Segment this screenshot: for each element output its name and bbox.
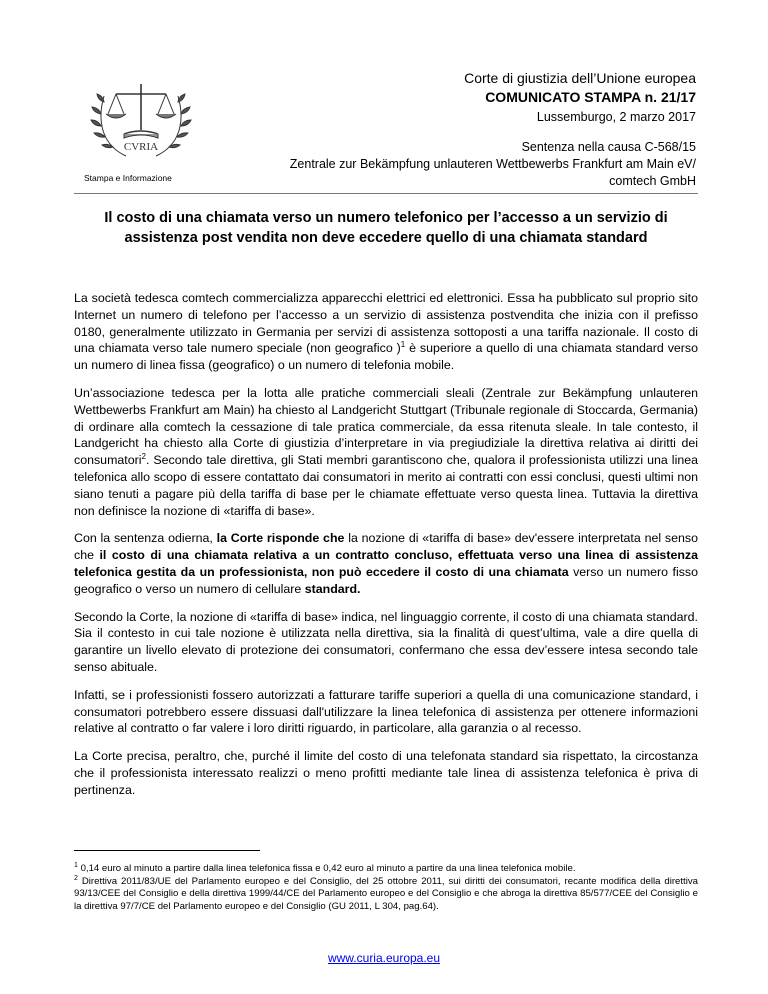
logo-text: CVRIA [123,141,159,153]
header-divider [74,193,698,194]
case-parties-line1: Zentrale zur Bekämpfung unlauteren Wettbewerbs Frankfurt am Main eV/ [289,157,696,171]
footnote-number: 2 [74,874,78,882]
paragraph-text: è superiore a quello di una chiamata standard verso un numero di linea fissa (geografico) o un numero di telefonia mobile. [74,341,698,373]
bold-text: il costo di una chiamata relativa a un contratto concluso, effettuata verso una linea di assistenza telefonica gestita da un professionista, non può eccedere il costo di una chiamata [74,548,698,579]
curia-logo [86,74,196,166]
footnote-text: 0,14 euro al minuto a partire dalla linea telefonica fissa e 0,42 euro al minuto a partire da una linea telefonica mobile. [77,863,576,874]
paragraph-text: la nozione di «tariffa di base» dev'essere interpretata nel senso che [74,531,698,563]
paragraph-text: La società tedesca comtech commercializza apparecchi elettrici ed elettronici. Essa ha pubblicato sul proprio sito Internet un numero di telefono per l’accesso a un servizio di assistenza postvendita che inizia con il prefisso 0180, generalmente utilizzato in Germania per servizi di assistenza sottoposti a una tariffa nazionale. Il costo di una chiamata verso tale numero speciale (non geografico ) [74,291,698,356]
footnote-text: Direttiva 2011/83/UE del Parlamento europeo e del Consiglio, del 25 ottobre 2011, sui diritti dei consumatori, recante modifica della direttiva 93/13/CEE del Consiglio e della direttiva 1999/44/CE del Parlamento europeo e del Consiglio e che abroga la direttiva 85/577/CEE del Consiglio e la direttiva 97/7/CE del Parlamento europeo e del Consiglio (GU 2011, L 304, pag.64). [74,875,698,912]
press-release-number: COMUNICATO STAMPA n. 21/17 [485,89,696,105]
footnote-1 [74,863,698,876]
headline: Il costo di una chiamata verso un numero telefonico per l’accesso a un servizio di assistenza post vendita non deve eccedere quello di una chiamata standard [104,210,668,246]
footnote-number: 1 [74,861,78,869]
paragraph-5: Infatti, se i professionisti fossero autorizzati a fatturare tariffe superiori a quella di una comunicazione standard, i consumatori potrebbero essere dissuasi dall'utilizzare la linea telefonica di assistenza per ottenere informazioni relative al contratto o far valere i loro diritti riguardo, in particolare, alla garanzia o al recesso. [74,687,698,736]
case-parties-line2: comtech GmbH [609,174,696,188]
footnote-ref-1[interactable]: 1 [400,340,406,350]
footnote-divider [74,850,260,851]
footnote-ref-2[interactable]: 2 [141,452,146,462]
paragraph-1 [74,290,698,374]
case-number: Sentenza nella causa C-568/15 [521,140,696,154]
department-label: Stampa e Informazione [84,173,172,183]
footnotes [74,863,698,913]
paragraph-text: Un’associazione tedesca per la lotta alle pratiche commerciali sleali (Zentrale zur Bekämpfung unlauteren Wettbewerbs Frankfurt am Main) ha chiesto al Landgericht Stuttgart (Tribunale regionale di Stoccarda, Germania) di ordinare alla comtech la cessazione di tale pratica commerciale, da essa ritenuta sleale. In tale contesto, il Landgericht ha chiesto alla Corte di giustizia d’interpretare in via pregiudiziale la direttiva relativa ai diritti dei consumatori [74,385,698,468]
paragraph-text: verso un numero fisso geografico o verso un numero di cellulare [74,564,698,596]
case-reference [290,139,696,190]
footnote-2 [74,876,698,914]
bold-text: standard. [304,581,361,596]
bold-text: la Corte risponde che [216,531,345,546]
article-body [74,290,698,810]
court-name: Corte di giustizia dell’Unione europea [464,70,696,86]
paragraph-3 [74,530,698,597]
paragraph-text: . Secondo tale direttiva, gli Stati membri garantiscono che, qualora il professionista utilizzi una linea telefonica allo scopo di essere contattato dai consumatori in merito ai contratti con essi conclusi, questi ultimi non siano tenuti a pagare più della tariffa di base per le chiamate effettuate verso questa linea. Tuttavia la direttiva non definisce la nozione di «tariffa di base». [74,453,698,518]
place-date: Lussemburgo, 2 marzo 2017 [536,110,696,124]
curia-website-link[interactable]: www.curia.europa.eu [327,951,441,965]
paragraph-4: Secondo la Corte, la nozione di «tariffa di base» indica, nel linguaggio corrente, il costo di una chiamata standard. Sia il contesto in cui tale nozione è utilizzata nella direttiva, sia la finalità di quest’ultima, vale a dire quella di garantire un livello elevato di protezione dei consumatori, confermano che essa dev’essere intesa secondo tale senso abituale. [74,609,698,674]
paragraph-text: Con la sentenza odierna, [74,531,217,546]
paragraph-2 [74,385,698,519]
paragraph-6: La Corte precisa, peraltro, che, purché il limite del costo di una telefonata standard sia rispettato, la circostanza che il professionista interessato realizzi o meno profitti mediante tale linea di assistenza telefonica è priva di pertinenza. [74,749,698,797]
